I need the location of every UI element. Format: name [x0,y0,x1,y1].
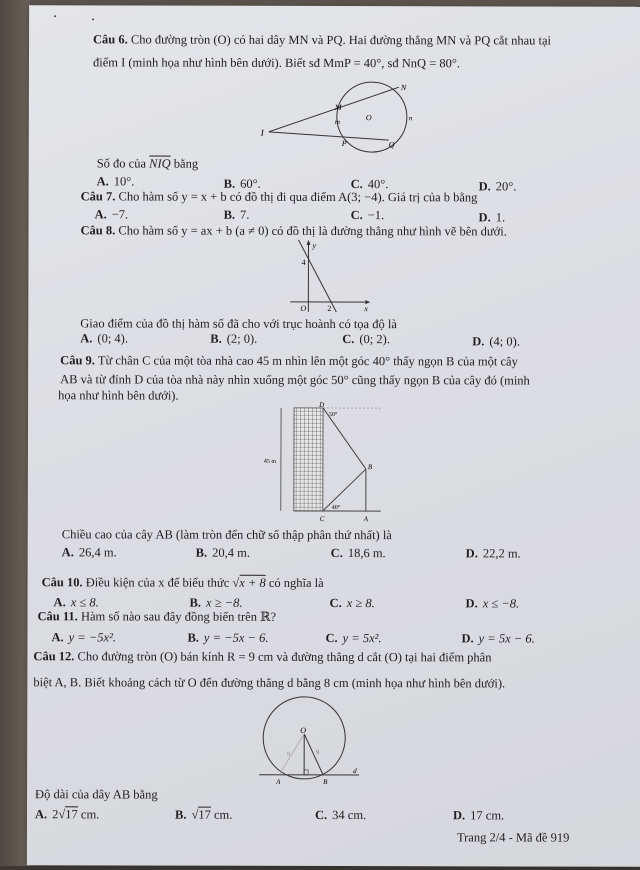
label-angle-40: 40° [331,504,341,512]
option-label: D. [478,210,491,225]
figure-circle-secant [259,80,449,156]
figure-building-tree [256,399,386,524]
label-D: D [319,400,325,409]
option-label: D. [465,546,478,561]
option-label: D. [461,631,474,646]
option-c[interactable] [351,208,385,223]
option-c[interactable] [315,808,366,823]
option-label: D. [465,596,478,611]
label-N: N [400,83,407,93]
question-number: Câu 10. [41,575,83,590]
option-label: B. [189,595,202,610]
label-C: C [319,514,325,523]
label-n: n [408,114,413,123]
option-label: B. [223,176,236,191]
option-d[interactable] [472,334,520,349]
label-radius-b: 9 [316,749,320,756]
option-c[interactable] [330,596,375,611]
option-value: −7. [111,207,129,222]
option-d[interactable] [479,210,506,225]
option-label: D. [478,179,491,194]
option-value: x ≥ −8. [206,595,243,610]
label-x-intercept: 2 [327,303,332,313]
option-value: y = −5x − 6. [203,630,269,645]
option-label: D. [472,334,485,349]
speck [92,18,94,20]
question-text: Từ chân C của một tòa nhà cao 45 m nhìn lên một góc 40° thấy ngọn B của một cây [97,353,518,369]
label-height: 45 m [263,458,277,465]
question-12-line-2: biệt A, B. Biết khoảng cách từ O đến đường thẳng d bằng 8 cm (minh họa như hình bên dưới). [33,675,506,691]
option-label: A. [61,545,74,560]
option-value: y = −5x². [68,630,116,645]
label-d: d [353,767,357,776]
question-6-line-2: điểm I (minh họa như hình bên dưới). Biết sđ MmP = 40°, sđ NnQ = 80°. [92,55,461,71]
option-b[interactable] [210,332,257,347]
question-number: Câu 11. [37,609,78,624]
question-10-line-1 [42,575,324,591]
option-label: C. [330,545,343,561]
question-number: Câu 12. [33,649,75,664]
option-value: 18,6 m. [347,546,386,561]
label-x: x [364,304,368,314]
option-value: (2; 0). [226,331,258,346]
option-value: 7. [240,207,250,222]
option-label: C. [350,208,363,223]
label-y: y [312,240,317,250]
question-number: Câu 9. [60,353,95,368]
option-value: 40°. [367,177,389,192]
option-label: C. [329,595,342,611]
label-origin: O [300,303,307,313]
option-d[interactable] [466,596,520,611]
question-11-line-1 [38,609,277,625]
option-value: 60°. [240,176,261,191]
exam-paper [27,5,640,867]
option-b[interactable] [187,631,268,646]
option-c[interactable] [331,546,386,561]
question-text: Cho đường tròn (O) bán kính R = 9 cm và đường thẳng d cắt (O) tại hai điểm phân [77,649,492,665]
figure-circle-chord [249,696,379,788]
option-label: A. [96,174,109,189]
option-value: x ≤ −8. [482,596,520,611]
label-m: m [334,117,340,127]
question-6-line-1 [93,32,551,48]
option-label: B. [195,545,208,560]
option-label: B. [223,207,236,222]
question-text: Điều kiện của x để biểu thức [85,575,230,590]
option-label: A. [34,807,48,822]
label-O: O [300,725,307,735]
option-value: x ≥ 8. [346,596,375,611]
option-d[interactable] [466,546,521,561]
option-value: 22,2 m. [482,546,521,561]
option-value: x ≤ 8. [70,595,99,610]
option-value: −1. [367,208,385,223]
option-d[interactable] [453,808,504,823]
label-B: B [323,777,328,786]
option-a[interactable] [62,545,117,560]
option-value: 20,4 m. [212,545,251,560]
figure-linear-graph [280,238,375,318]
label-Q: Q [388,140,395,150]
label-A: A [363,515,369,524]
question-text: Hàm số nào sau đây đồng biến trên ℝ? [80,609,277,624]
question-7-line-1 [81,189,478,205]
question-12-line-1 [33,649,491,665]
question-text: Cho hàm số y = ax + b (a ≠ 0) có đồ thị là đường thẳng như hình vẽ bên dưới. [118,223,507,239]
option-d[interactable] [461,631,534,646]
option-a[interactable] [51,630,116,645]
option-label: C. [342,332,355,347]
question-9-line-1 [60,353,518,369]
label-P: P [341,139,347,149]
question-9-line-2: AB và từ đỉnh D của tòa nhà này nhìn xuống một góc 50° cũng thấy ngọn B của cây đó (minh [60,372,530,388]
question-number: Câu 6. [93,32,128,47]
option-b[interactable]: B. √17 cm. [174,807,233,822]
prompt-text: bằng [173,156,199,171]
option-label: B. [187,630,199,645]
option-a[interactable] [95,207,129,222]
question-8-prompt: Giao điểm của đồ thị hàm số đã cho với trục hoành có tọa độ là [80,316,397,332]
question-6-prompt [97,156,198,171]
question-9-line-3: họa như hình bên dưới). [58,388,179,403]
angle-NIQ: $\overline{NIQ}$ [149,156,171,171]
question-number: Câu 8. [80,223,116,238]
option-a[interactable] [54,595,99,610]
option-a[interactable]: A. 2√17 cm. [34,807,100,822]
speck [54,15,56,17]
option-value: (0; 2). [359,332,390,347]
option-value: 1. [495,210,506,225]
option-c[interactable] [325,631,381,646]
option-unit: cm. [77,807,100,822]
option-value: y = 5x − 6. [478,631,535,646]
label-y-intercept: 4 [301,257,306,267]
radicand: 17 [65,807,78,822]
option-coefficient: 2 [52,807,59,822]
option-d[interactable] [479,179,517,194]
label-M: M [334,102,342,113]
option-b[interactable] [196,546,250,561]
sqrt-expression: √x + 8 [232,575,266,590]
option-b[interactable] [190,596,243,611]
option-value: 17 cm. [470,808,505,823]
option-label: D. [452,808,466,823]
label-angle-50: 50° [329,411,338,419]
option-value: 20°. [495,179,517,194]
question-text: Cho đường tròn (O) có hai dây MN và PQ. Hai đường thẳng MN và PQ cắt nhau tại [130,32,552,48]
option-label: A. [51,630,64,645]
background-left [0,0,30,870]
option-value: (0; 4). [97,331,128,346]
label-O: O [365,113,372,123]
label-radius-a: 9 [287,751,291,758]
option-value: (4; 0). [489,334,520,349]
option-unit: cm. [210,807,233,822]
option-label: A. [53,595,66,610]
question-9-prompt: Chiều cao của cây AB (làm tròn đến chữ số thập phân thứ nhất) là [61,527,392,543]
question-text: có nghĩa là [268,575,324,590]
option-label: A. [94,207,107,222]
background-bottom [0,866,640,870]
option-b[interactable] [224,208,250,223]
radicand: 17 [198,807,211,822]
option-value: 10°. [113,174,135,189]
option-label: C. [325,630,338,646]
radicand: x + 8 [239,575,266,590]
label-I: I [260,127,264,138]
option-value: y = 5x². [342,631,382,646]
question-12-prompt: Độ dài của dây AB bằng [35,787,158,802]
option-label: B. [174,807,187,822]
option-value: 34 cm. [332,807,367,823]
option-label: C. [350,177,363,192]
question-text: Cho hàm số y = x + b có đồ thị đi qua điểm A(3; −4). Giá trị của b bằng [118,189,478,205]
option-label: A. [80,331,93,346]
option-c[interactable] [342,332,390,347]
label-A: A [276,777,281,786]
question-number: Câu 7. [80,189,116,204]
option-label: C. [314,807,328,822]
label-B: B [367,463,373,472]
option-a[interactable] [97,174,135,189]
option-a[interactable] [80,331,128,346]
prompt-text: Số đo của [96,156,147,171]
option-value: 26,4 m. [78,545,117,560]
option-label: B. [210,331,222,346]
page-footer: Trang 2/4 - Mã đề 919 [456,830,570,845]
